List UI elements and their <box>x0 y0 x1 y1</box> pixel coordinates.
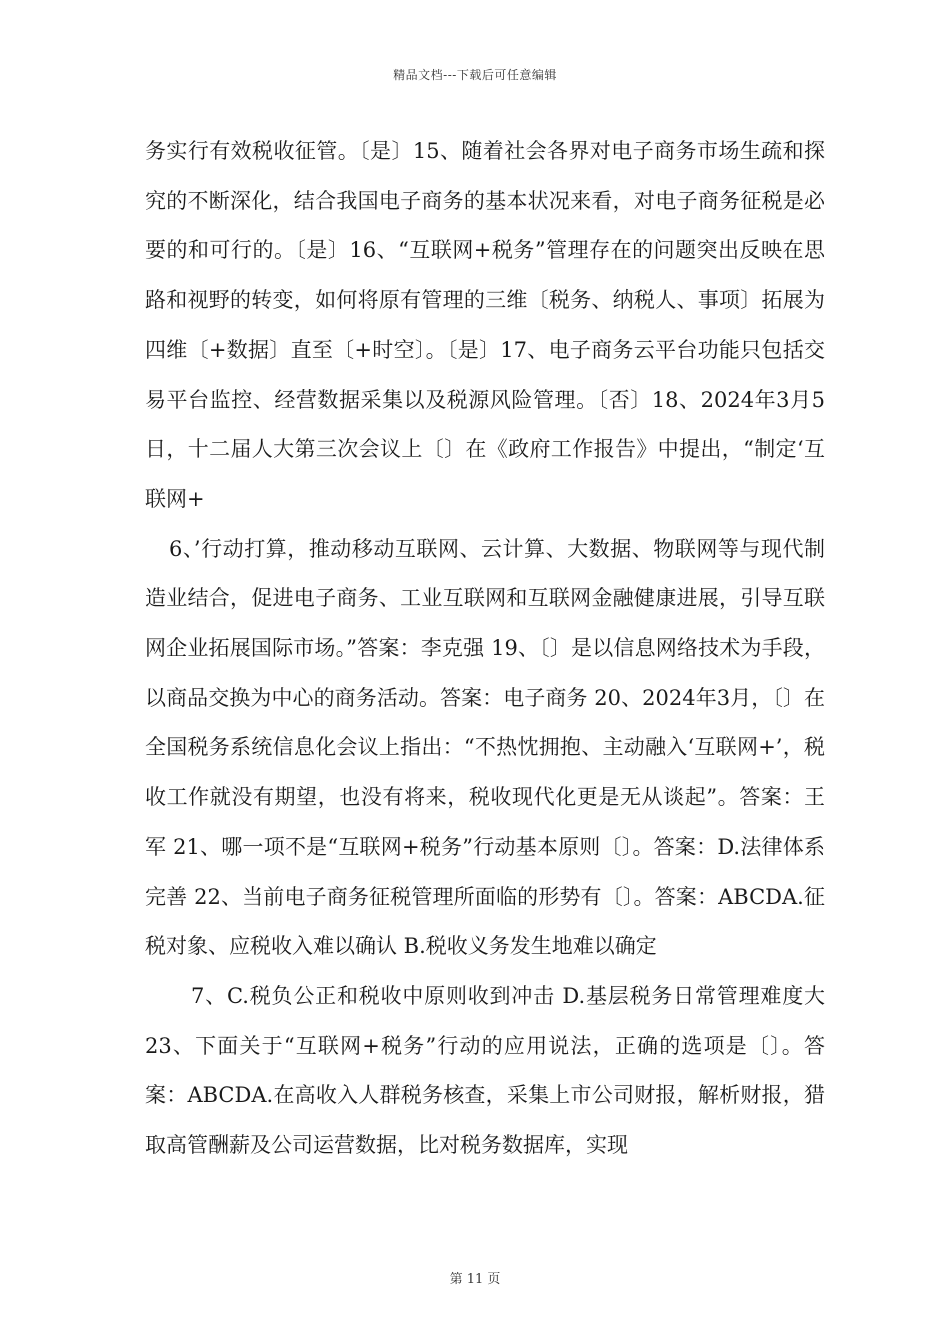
paragraph-1: 务实行有效税收征管。〔是〕15、随着社会各界对电子商务市场生疏和探究的不断深化，结合我国电子商务的基本状况来看，对电子商务征税是必要的和可行的。〔是〕16、“互联网+税务”管理存在的问题突出反映在思路和视野的转变，如何将原有管理的三维〔税务、纳税人、事项〕拓展为四维〔+数据〕直至〔+时空〕。〔是〕17、电子商务云平台功能只包括交易平台监控、经营数据采集以及税源风险管理。〔否〕18、2024年3月5日，十二届人大第三次会议上〔〕在《政府工作报告》中提出，“制定‘互联网+ <box>145 139 825 511</box>
paragraph-3: 7、C.税负公正和税收中原则收到冲击 D.基层税务日常管理难度大 23、下面关于“互联网+税务”行动的应用说法，正确的选项是〔〕。答案：ABCDA.在高收入人群税务核查，采集上市公司财报，解析财报，猎取高管酬薪及公司运营数据，比对税务数据库，实现 <box>145 983 825 1158</box>
page-number: 第 11 页 <box>449 1272 501 1287</box>
paragraph-2: 6、’行动打算，推动移动互联网、云计算、大数据、物联网等与现代制造业结合，促进电子商务、工业互联网和互联网金融健康进展，引导互联网企业拓展国际市场。”答案：李克强 19、〔〕是以信息网络技术为手段，以商品交换为中心的商务活动。答案：电子商务 20、2024年3月，〔〕在全国税务系统信息化会议上指出：“不热忱拥抱、主动融入‘互联网+’，税收工作就没有期望，也没有将来，税收现代化更是无从谈起”。答案：王军 21、哪一项不是“互联网+税务”行动基本原则〔〕。答案：D.法律体系完善 22、当前电子商务征税管理所面临的形势有〔〕。答案：ABCDA.征税对象、应税收入难以确认 B.税收义务发生地难以确定 <box>145 536 825 959</box>
page-header: 精品文档---下载后可任意编辑 <box>393 68 557 82</box>
document-body <box>145 127 825 1171</box>
